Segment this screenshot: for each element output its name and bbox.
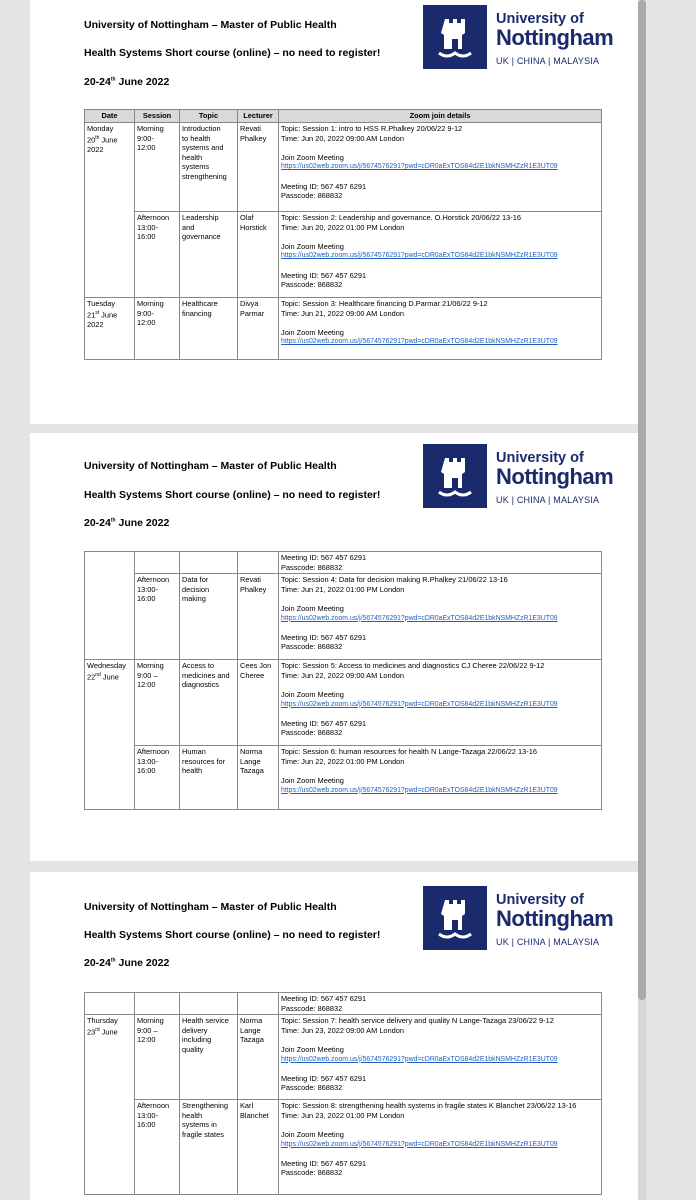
document-page-2: [30, 433, 641, 861]
lecturer-cell: [238, 552, 279, 574]
zoom-cell: Meeting ID: 567 457 6291 Passcode: 868832: [279, 552, 602, 574]
col-lecturer: Lecturer: [238, 110, 279, 123]
logo-nottingham: Nottingham: [496, 464, 614, 489]
logo-campuses: UK | CHINA | MALAYSIA: [496, 937, 600, 947]
page-heading: University of Nottingham – Master of Public Health: [84, 901, 337, 913]
lecturer-cell: Norma Lange Tazaga: [238, 1015, 279, 1100]
zoom-cell: Topic: Session 3: Healthcare financing D.Parmar 21/06/22 9-12 Time: Jun 21, 2022 09:00 AM London Join Zoom Meeting https://us02web.zoom.us/j/5674576291?pwd=cDR0aExTOS84d2E1bkNSMHZzR1E3UT09: [279, 298, 602, 360]
zoom-cell: Topic: Session 5: Access to medicines and diagnostics CJ Cheree 22/06/22 9-12 Time: Jun 22, 2022 09:00 AM London Join Zoom Meeting https://us02web.zoom.us/j/5674576291?pwd=cDR0aExTOS84d2E1bkNSMHZzR1E3UT09 Meeting ID: 567 457 6291 Passcode: 868832: [279, 660, 602, 746]
logo-university-of: University of: [496, 450, 584, 466]
lecturer-cell: Revati Phalkey: [238, 123, 279, 212]
zoom-cell: Topic: Session 6: human resources for health N Lange-Tazaga 22/06/22 13-16 Time: Jun 22, 2022 01:00 PM London Join Zoom Meeting https://us02web.zoom.us/j/5674576291?pwd=cDR0aExTOS84d2E1bkNSMHZzR1E3UT09: [279, 746, 602, 810]
lecturer-cell: Karl Blanchet: [238, 1100, 279, 1195]
topic-cell: Introduction to health systems and health systems strengthening: [180, 123, 238, 212]
session-cell: Afternoon 13:00- 16:00: [135, 574, 180, 660]
zoom-link[interactable]: https://us02web.zoom.us/j/5674576291?pwd=cDR0aExTOS84d2E1bkNSMHZzR1E3UT09: [281, 1140, 558, 1148]
zoom-cell: Topic: Session 7: health service delivery and quality N Lange-Tazaga 23/06/22 9-12 Time: Jun 23, 2022 09:00 AM London Join Zoom Meeting https://us02web.zoom.us/j/5674576291?pwd=cDR0aExTOS84d2E1bkNSMHZzR1E3UT09 Meeting ID: 567 457 6291 Passcode: 868832: [279, 1015, 602, 1100]
session-cell: [135, 993, 180, 1015]
lecturer-cell: Cees Jon Cheree: [238, 660, 279, 746]
date-cell-wednesday: Wednesday 22nd June: [85, 660, 135, 810]
page-subheading: Health Systems Short course (online) – no need to register!: [84, 489, 381, 501]
date-cell: [85, 552, 135, 660]
lecturer-cell: [238, 993, 279, 1015]
university-logo: [423, 5, 614, 75]
zoom-cell: Topic: Session 4: Data for decision making R.Phalkey 21/06/22 13-16 Time: Jun 21, 2022 01:00 PM London Join Zoom Meeting https://us02web.zoom.us/j/5674576291?pwd=cDR0aExTOS84d2E1bkNSMHZzR1E3UT09 Meeting ID: 567 457 6291 Passcode: 868832: [279, 574, 602, 660]
session-cell: Morning 9:00 – 12:00: [135, 660, 180, 746]
col-zoom-details: Zoom join details: [279, 110, 602, 123]
zoom-cell: Topic: Session 1: intro to HSS R.Phalkey 20/06/22 9-12 Time: Jun 20, 2022 09:00 AM London Join Zoom Meeting https://us02web.zoom.us/j/5674576291?pwd=cDR0aExTOS84d2E1bkNSMHZzR1E3UT09 Meeting ID: 567 457 6291 Passcode: 868832: [279, 123, 602, 212]
schedule-table: [84, 109, 602, 360]
lecturer-cell: Olaf Horstick: [238, 212, 279, 298]
castle-crest-icon: [423, 5, 487, 69]
date-cell-tuesday: Tuesday 21st June 2022: [85, 298, 135, 360]
vertical-scrollbar[interactable]: [638, 0, 646, 1200]
lecturer-cell: Norma Lange Tazaga: [238, 746, 279, 810]
topic-cell: Access to medicines and diagnostics: [180, 660, 238, 746]
table-row: [85, 1015, 602, 1100]
topic-cell: Leadership and governance: [180, 212, 238, 298]
topic-cell: Health service delivery including quality: [180, 1015, 238, 1100]
page-subheading: Health Systems Short course (online) – no need to register!: [84, 929, 381, 941]
page-dates: 20-24th June 2022: [84, 957, 170, 969]
zoom-link[interactable]: https://us02web.zoom.us/j/5674576291?pwd=cDR0aExTOS84d2E1bkNSMHZzR1E3UT09: [281, 614, 558, 622]
page-subheading: Health Systems Short course (online) – no need to register!: [84, 47, 381, 59]
schedule-table: [84, 992, 602, 1195]
table-row: [85, 660, 602, 746]
page-dates: 20-24th June 2022: [84, 517, 170, 529]
date-cell: [85, 993, 135, 1015]
logo-campuses: UK | CHINA | MALAYSIA: [496, 56, 600, 66]
session-cell: Afternoon 13:00- 16:00: [135, 1100, 180, 1195]
topic-cell: Human resources for health: [180, 746, 238, 810]
table-row: [85, 993, 602, 1015]
table-row: [85, 1100, 602, 1195]
zoom-link[interactable]: https://us02web.zoom.us/j/5674576291?pwd=cDR0aExTOS84d2E1bkNSMHZzR1E3UT09: [281, 700, 558, 708]
table-row: [85, 574, 602, 660]
date-cell-thursday: Thursday 23rd June: [85, 1015, 135, 1195]
zoom-cell: Topic: Session 8: strengthening health systems in fragile states K Blanchet 23/06/22 13-16 Time: Jun 23, 2022 01:00 PM London Join Zoom Meeting https://us02web.zoom.us/j/5674576291?pwd=cDR0aExTOS84d2E1bkNSMHZzR1E3UT09 Meeting ID: 567 457 6291 Passcode: 868832: [279, 1100, 602, 1195]
schedule-table: [84, 551, 602, 810]
session-cell: Morning 9:00- 12:00: [135, 123, 180, 212]
col-session: Session: [135, 110, 180, 123]
table-row: [85, 123, 602, 212]
zoom-link[interactable]: https://us02web.zoom.us/j/5674576291?pwd=cDR0aExTOS84d2E1bkNSMHZzR1E3UT09: [281, 1055, 558, 1063]
document-page-3: [30, 872, 641, 1200]
castle-crest-icon: [423, 444, 487, 508]
page-dates: 20-24th June 2022: [84, 76, 170, 88]
logo-university-of: University of: [496, 892, 584, 908]
lecturer-cell: Divya Parmar: [238, 298, 279, 360]
castle-crest-icon: [423, 886, 487, 950]
col-topic: Topic: [180, 110, 238, 123]
topic-cell: [180, 552, 238, 574]
session-cell: Morning 9:00 – 12:00: [135, 1015, 180, 1100]
page-heading: University of Nottingham – Master of Public Health: [84, 19, 337, 31]
table-row: [85, 746, 602, 810]
logo-university-of: University of: [496, 11, 584, 27]
page-heading: University of Nottingham – Master of Public Health: [84, 460, 337, 472]
logo-nottingham: Nottingham: [496, 25, 614, 50]
session-cell: Morning 9:00- 12:00: [135, 298, 180, 360]
zoom-cell: Topic: Session 2: Leadership and governance. O.Horstick 20/06/22 13-16 Time: Jun 20, 2022 01:00 PM London Join Zoom Meeting https://us02web.zoom.us/j/5674576291?pwd=cDR0aExTOS84d2E1bkNSMHZzR1E3UT09 Meeting ID: 567 457 6291 Passcode: 868832: [279, 212, 602, 298]
document-page-1: [30, 0, 641, 424]
session-cell: [135, 552, 180, 574]
topic-cell: [180, 993, 238, 1015]
table-row: [85, 298, 602, 360]
topic-cell: Data for decision making: [180, 574, 238, 660]
university-logo: [423, 886, 614, 956]
session-cell: Afternoon 13:00- 16:00: [135, 212, 180, 298]
topic-cell: Strengthening health systems in fragile states: [180, 1100, 238, 1195]
date-cell-monday: Monday 20th June 2022: [85, 123, 135, 298]
lecturer-cell: Revati Phalkey: [238, 574, 279, 660]
university-logo: [423, 444, 614, 514]
session-cell: Afternoon 13:00- 16:00: [135, 746, 180, 810]
zoom-link[interactable]: https://us02web.zoom.us/j/5674576291?pwd=cDR0aExTOS84d2E1bkNSMHZzR1E3UT09: [281, 338, 558, 346]
logo-nottingham: Nottingham: [496, 906, 614, 931]
table-row: [85, 212, 602, 298]
zoom-link[interactable]: https://us02web.zoom.us/j/5674576291?pwd=cDR0aExTOS84d2E1bkNSMHZzR1E3UT09: [281, 786, 558, 794]
scrollbar-thumb[interactable]: [638, 0, 646, 1000]
table-header-row: [85, 110, 602, 123]
topic-cell: Healthcare financing: [180, 298, 238, 360]
zoom-link[interactable]: https://us02web.zoom.us/j/5674576291?pwd=cDR0aExTOS84d2E1bkNSMHZzR1E3UT09: [281, 163, 558, 171]
zoom-link[interactable]: https://us02web.zoom.us/j/5674576291?pwd=cDR0aExTOS84d2E1bkNSMHZzR1E3UT09: [281, 252, 558, 260]
zoom-cell: Meeting ID: 567 457 6291 Passcode: 868832: [279, 993, 602, 1015]
table-row: [85, 552, 602, 574]
logo-campuses: UK | CHINA | MALAYSIA: [496, 495, 600, 505]
col-date: Date: [85, 110, 135, 123]
